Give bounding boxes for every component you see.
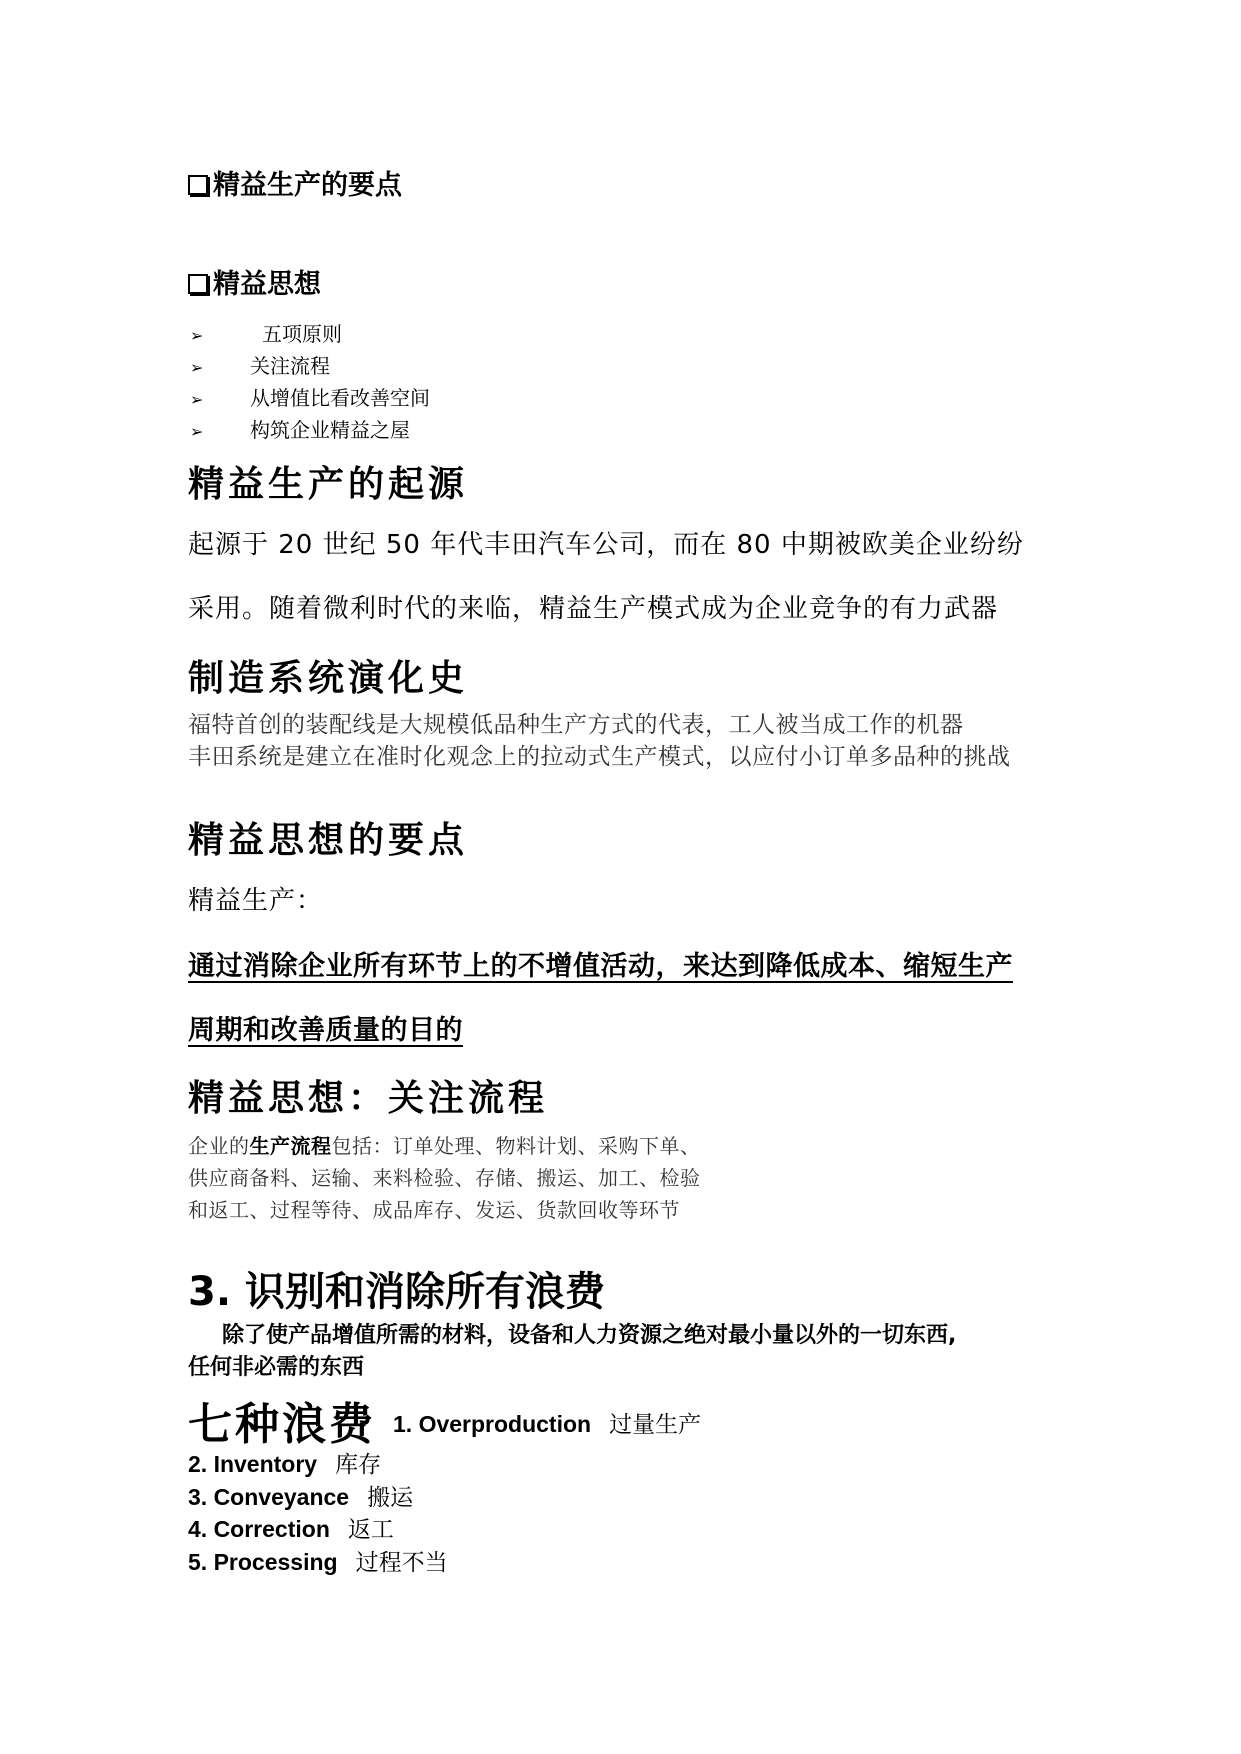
list-item: ➢ 从增值比看改善空间 xyxy=(190,386,430,410)
waste-line: 除了使产品增值所需的材料，设备和人力资源之绝对最小量以外的一切东西, xyxy=(222,1323,957,1348)
list-item: 2. Inventory 库存 xyxy=(188,1451,382,1478)
waste-title: 3. 识别和消除所有浪费 xyxy=(188,1269,605,1315)
origin-line: 起源于 20 世纪 50 年代丰田汽车公司，而在 80 中期被欧美企业纷纷 xyxy=(188,530,1024,560)
process-line: 企业的生产流程包括：订单处理、物料计划、采购下单、 xyxy=(188,1134,701,1158)
process-line: 和返工、过程等待、成品库存、发运、货款回收等环节 xyxy=(188,1198,680,1222)
list-item: 5. Processing 过程不当 xyxy=(188,1549,448,1576)
arrow-bullet-icon: ➢ xyxy=(190,390,204,409)
origin-line: 采用。随着微利时代的来临，精益生产模式成为企业竞争的有力武器 xyxy=(188,594,999,624)
list-item: 3. Conveyance 搬运 xyxy=(188,1484,414,1511)
process-title: 精益思想：关注流程 xyxy=(188,1077,549,1119)
thought-header: 精益思想 xyxy=(188,262,321,301)
seven-wastes-title: 七种浪费 xyxy=(188,1399,376,1450)
evolution-line: 福特首创的装配线是大规模低品种生产方式的代表，工人被当成工作的机器 xyxy=(188,712,964,738)
definition-line: 周期和改善质量的目的 xyxy=(188,1015,463,1046)
arrow-bullet-icon: ➢ xyxy=(190,422,204,441)
checkbox-square-icon xyxy=(188,274,208,294)
arrow-bullet-icon: ➢ xyxy=(190,326,204,345)
checkbox-square-icon xyxy=(188,175,208,195)
list-item: 1. Overproduction 过量生产 xyxy=(393,1411,702,1438)
list-item: ➢ 关注流程 xyxy=(190,354,330,378)
thought-points-title: 精益思想的要点 xyxy=(188,819,469,861)
list-item: ➢ 构筑企业精益之屋 xyxy=(190,418,410,442)
points-header: 精益生产的要点 xyxy=(188,163,402,202)
evolution-line: 丰田系统是建立在准时化观念上的拉动式生产模式，以应付小订单多品种的挑战 xyxy=(188,744,1011,770)
process-line: 供应商备料、运输、来料检验、存储、搬运、加工、检验 xyxy=(188,1166,701,1190)
list-item: ➢ 五项原则 xyxy=(190,322,342,346)
arrow-bullet-icon: ➢ xyxy=(190,358,204,377)
waste-line: 任何非必需的东西 xyxy=(188,1355,365,1380)
lean-production-label: 精益生产： xyxy=(188,886,324,916)
definition-line: 通过消除企业所有环节上的不增值活动，来达到降低成本、缩短生产 xyxy=(188,951,1013,982)
evolution-title: 制造系统演化史 xyxy=(188,657,469,699)
list-item: 4. Correction 返工 xyxy=(188,1516,394,1543)
origin-title: 精益生产的起源 xyxy=(188,463,469,505)
